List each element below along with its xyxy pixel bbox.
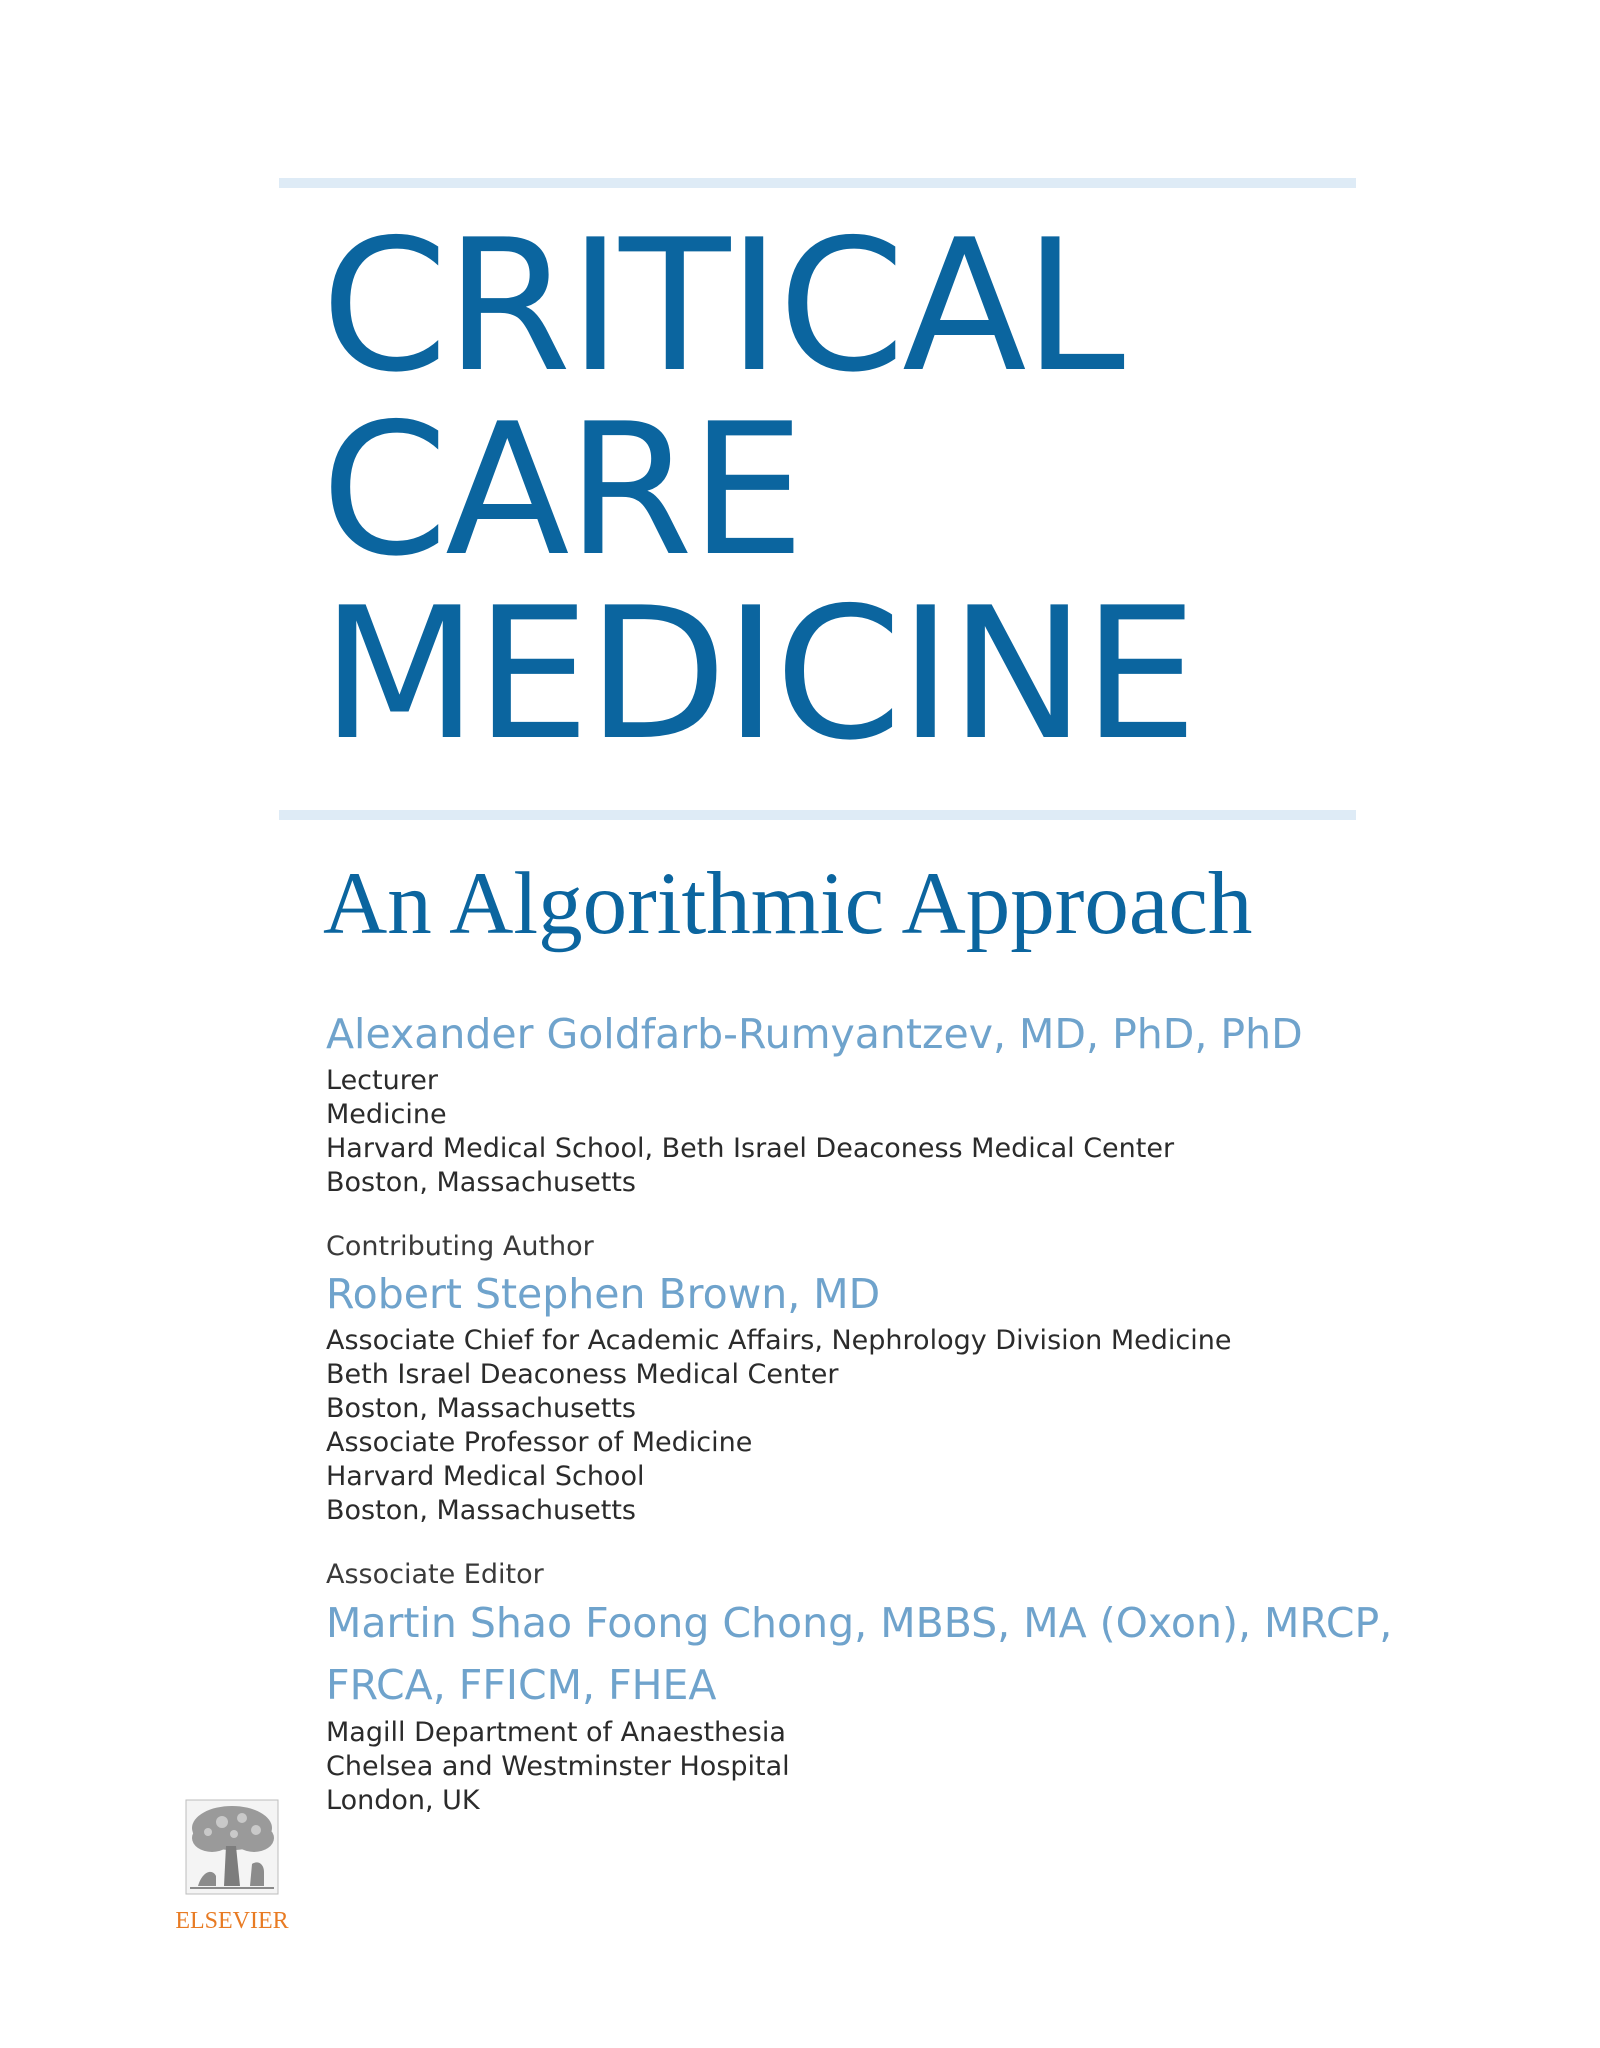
contributing-affiliation [326, 1324, 1406, 1528]
affiliation-line: Associate Chief for Academic Affairs, Nephrology Division Medicine [326, 1325, 1232, 1356]
affiliation-line: Boston, Massachusetts [326, 1167, 636, 1198]
affiliation-line: Magill Department of Anaesthesia [326, 1717, 786, 1748]
author-name: Alexander Goldfarb-Rumyantzev, MD, PhD, PhD [326, 1010, 1303, 1058]
title-line-1: CRITICAL [321, 200, 1123, 412]
contributing-author-name: Robert Stephen Brown, MD [326, 1270, 881, 1318]
affiliation-line: Associate Professor of Medicine [326, 1427, 753, 1458]
tree-logo-icon [168, 1794, 296, 1904]
affiliation-line: Beth Israel Deaconess Medical Center [326, 1359, 839, 1390]
affiliation-line: London, UK [326, 1785, 480, 1816]
affiliation-line: Harvard Medical School [326, 1461, 645, 1492]
affiliation-line: Boston, Massachusetts [326, 1393, 636, 1424]
title-line-2: CARE [321, 384, 803, 596]
affiliation-line: Medicine [326, 1099, 447, 1130]
associate-role-label: Associate Editor [326, 1559, 544, 1590]
affiliation-line: Lecturer [326, 1065, 438, 1096]
contributing-role-label: Contributing Author [326, 1231, 594, 1262]
affiliation-line: Boston, Massachusetts [326, 1495, 636, 1526]
credits [326, 1004, 1406, 1818]
associate-affiliation [326, 1716, 1406, 1818]
bottom-divider [279, 810, 1356, 820]
top-divider [279, 178, 1356, 188]
book-subtitle: An Algorithmic Approach [323, 855, 1253, 953]
affiliation-line: Chelsea and Westminster Hospital [326, 1751, 790, 1782]
author-affiliation [326, 1064, 1406, 1200]
associate-editor-name-line-1: Martin Shao Foong Chong, MBBS, MA (Oxon), MRCP, [326, 1599, 1393, 1647]
publisher-name: ELSEVIER [175, 1908, 289, 1934]
affiliation-line: Harvard Medical School, Beth Israel Deaconess Medical Center [326, 1133, 1175, 1164]
book-title [321, 200, 1195, 780]
title-line-3: MEDICINE [321, 568, 1195, 780]
associate-editor-name-line-2: FRCA, FFICM, FHEA [326, 1661, 717, 1709]
publisher-logo [168, 1794, 296, 1944]
